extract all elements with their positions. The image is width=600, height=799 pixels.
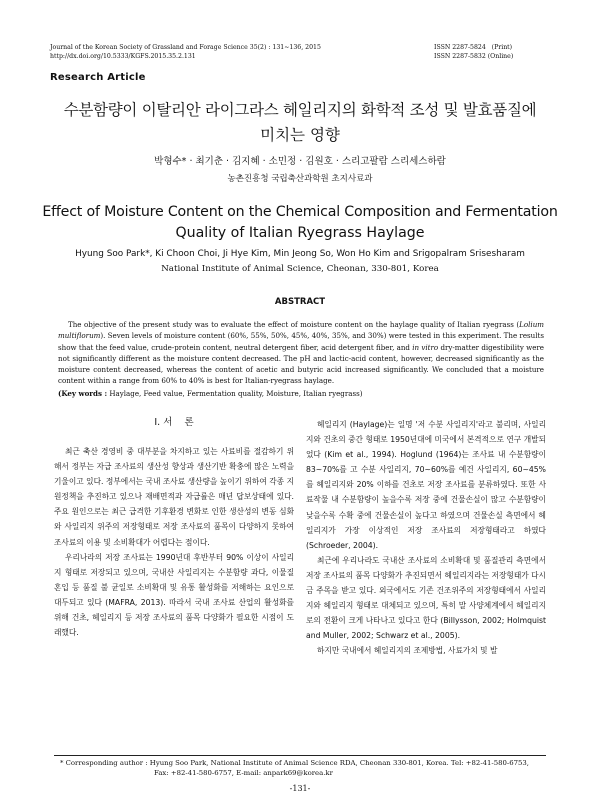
title-english-line1: Effect of Moisture Content on the Chemical Composition and Fermentation [42,204,558,220]
keywords-label: (Key words : [58,389,108,398]
section-heading: Ⅰ. 서 론 [154,417,194,428]
footnote-divider [54,755,546,756]
abstract-text-3: dry-matter digestibility were not significantly different as the moisture content decreased. The pH and lactic-acid content, however, decreased significantly as the moisture content decreased, whereas the content of acetic and butyric acid increased significantly. We concluded that a moisture content within a range from 60% to 40% is best for Italian-ryegrass haylage. [58,342,544,386]
right-paragraph-1: 헤일리지 (Haylage)는 일명 '저 수분 사일리지'라고 불리며, 사일리지와 건초의 중간 형태로 1950년대에 미국에서 본격적으로 연구 개발되었다 (Kim et al., 1994). Hoglund (1964)는 조사료 내 수분함량이 83~70%를 고 수분 사일리지, 70~60%를 예건 사일리지, 60~45%를 헤일리지와 20% 이하를 건초로 저장 조사료를 분류하였다. 또한 사료작물 내 수분함량이 높을수록 저장 중에 건물손실이 많고 수분함량이 낮을수록 수확 중에 건물손실이 높다고 하였으며 건물손실 측면에서 헤일리지가 가장 이상적인 저장 조사료의 저장형태라고 하였다 (Schroeder, 2004). [306,420,546,550]
footnote-line2: Fax: +82-41-580-6757, E-mail: anpark69@korea.kr [154,769,333,777]
left-column [54,444,294,640]
affiliation-english: National Institute of Animal Science, Cheonan, 330-801, Korea [161,264,439,274]
article-type: Research Article [50,72,146,83]
authors-korean: 박형수* · 최기춘 · 김지혜 · 소민정 · 김원호 · 스리고팔람 스리세스하람 [154,156,446,167]
affiliation-korean: 농촌진흥청 국립축산과학원 초지사료과 [227,174,373,184]
left-paragraph-1: 최근 축산 경영비 중 대부분을 차지하고 있는 사료비를 절감하기 위해서 정부는 자급 조사료의 생산성 향상과 생산기반 확충에 많은 노력을 기울이고 있다. 정부에서는 국내 조사료 생산량을 높이기 위하여 각종 지원정책을 추진하고 있으나 재배면적과 자급률은 매년 답보상태에 있다. 주요 원인으로는 최근 급격한 기후환경 변화로 인한 생산성의 변동 심화와 사일리지 위주의 저장형태로 저장 조사료의 품목이 다양하지 못하여 조사료의 이용 및 소비확대가 어렵다는 점이다. [54,447,294,547]
right-paragraph-3: 하지만 국내에서 헤일리지의 조제방법, 사료가치 및 발 [317,646,498,656]
page-number: -131- [289,784,311,793]
doi-line: http://dx.doi.org/10.5333/KGFS.2015.35.2.131 [50,53,196,60]
footnote-line1: * Corresponding author : Hyung Soo Park, National Institute of Animal Science RDA, Cheonan 330-801, Korea. Tel: +82-41-580-6753, [60,759,529,767]
right-paragraph-2: 최근에 우리나라도 국내산 조사료의 소비확대 및 품질관리 측면에서 저장 조사료의 품목 다양화가 추진되면서 헤일리지라는 저장형태가 다시금 주목을 받고 있다. 외국에서도 기존 건조위주의 저장형태에서 사일리지와 헤일리지 형태로 대체되고 있으며, 특히 말 사양체계에서 헤일리지로의 전환이 크게 나타나고 있다고 한다 (Billysson, 2002; Holmquist and Muller, 2002; Schwarz et al., 2005). [306,555,546,641]
keywords [58,388,544,399]
issn-online: ISSN 2287-5832 (Online) [434,53,514,60]
title-korean-line2: 미치는 영향 [260,126,340,144]
abstract-body [58,319,544,387]
abstract-heading: ABSTRACT [274,297,326,307]
left-paragraph-2: 우리나라의 저장 조사료는 1990년대 후반부터 90% 이상이 사일리지 형태로 저장되고 있으며, 국내산 사일리지는 수분함량 과다, 이물질 혼입 등 품질 불 균일로 소비확대 및 유통 활성화를 저해하는 요인으로 대두되고 있다 (MAFRA, 2013). 따라서 국내 조사료 산업의 활성화를 위해 건초, 헤일리지 등 저장 조사료의 품목 다양화가 필요한 시점이 도래했다. [54,552,294,638]
in-vitro-term: in vitro [412,342,439,352]
authors-english: Hyung Soo Park*, Ki Choon Choi, Ji Hye Kim, Min Jeong So, Won Ho Kim and Srigopalram Srisesharam [75,249,525,259]
issn-print: ISSN 2287-5824 (Print) [434,44,513,51]
abstract-text-1: The objective of the present study was to evaluate the effect of moisture content on the haylage quality of Italian ryegrass ( [68,320,520,329]
abstract-text-2: ). Seven levels of moisture content (60%, 55%, 50%, 45%, 40%, 35%, and 30%) were tested in this experiment. The results show that the feed value, crude-protein content, neutral detergent fiber, acid detergent fiber, and [58,331,544,352]
right-column [306,417,546,659]
keywords-text: Haylage, Feed value, Fermentation quality, Moisture, Italian ryegrass) [109,389,363,398]
title-english-line2: Quality of Italian Ryegrass Haylage [175,225,425,241]
journal-line: Journal of the Korean Society of Grassland and Forage Science 35(2) : 131~136, 2015 [50,44,321,51]
species-name: Lolium multiflorum [58,320,544,341]
title-korean-line1: 수분함량이 이탈리안 라이그라스 헤일리지의 화학적 조성 및 발효품질에 [63,101,537,119]
